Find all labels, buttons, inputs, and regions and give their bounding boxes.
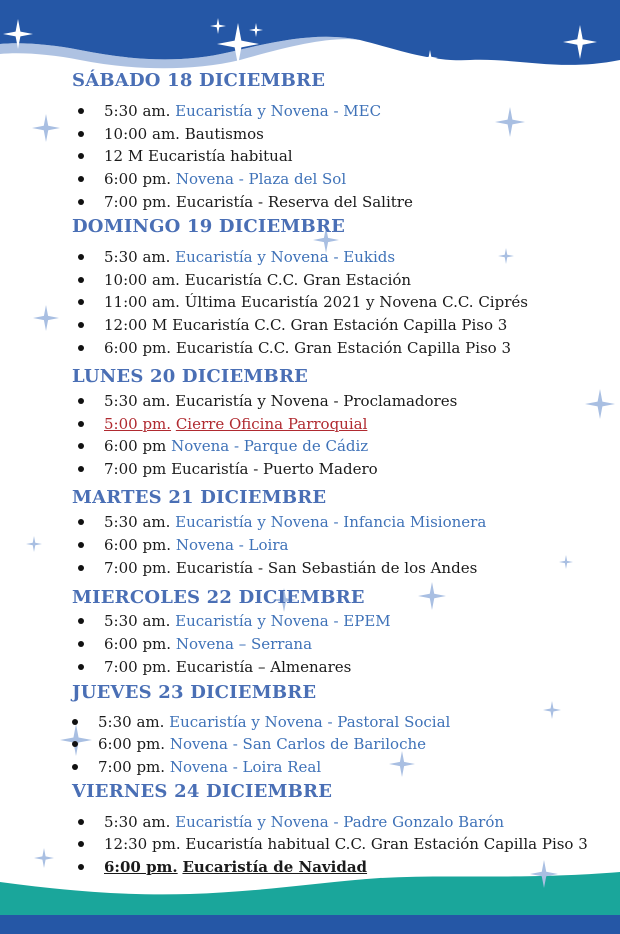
event-time: 6:00 pm	[104, 437, 167, 455]
bullet-icon	[78, 542, 84, 548]
event-text	[104, 656, 351, 678]
event-text	[104, 123, 264, 145]
bullet-icon	[78, 176, 84, 182]
bullet-icon	[78, 131, 84, 137]
event-text	[104, 314, 507, 336]
bullet-icon	[78, 199, 84, 205]
bullet-icon	[78, 841, 84, 847]
event-time: 5:00 pm.	[104, 415, 172, 433]
event-time: 10:00 am.	[104, 271, 180, 289]
bullet-icon	[72, 764, 78, 770]
event-text	[104, 390, 457, 412]
bullet-icon	[78, 641, 84, 647]
event-title: Eucaristía – Almenares	[175, 658, 352, 676]
event-time: 5:30 am.	[104, 513, 171, 531]
event-text	[104, 337, 511, 359]
event-title: Eucaristía y Novena - Infancia Misionera	[175, 513, 487, 531]
bullet-icon	[78, 421, 84, 427]
event-text	[104, 633, 312, 655]
event-time: 11:00 am.	[104, 293, 180, 311]
bullet-icon	[72, 741, 78, 747]
bullet-icon	[78, 565, 84, 571]
bullet-icon	[78, 345, 84, 351]
bullet-icon	[78, 108, 84, 114]
event-title: Eucaristía - Reserva del Salitre	[175, 193, 413, 211]
event-time: 5:30 am.	[104, 248, 171, 266]
event-title: Eucaristía de Navidad	[182, 858, 368, 876]
event-text	[104, 811, 504, 833]
event-title: Eucaristía y Novena - Eukids	[175, 248, 396, 266]
event-time: 6:00 pm.	[104, 339, 172, 357]
event-time: 5:30 am.	[104, 392, 171, 410]
day-heading: MIERCOLES 22 DICIEMBRE	[72, 587, 365, 608]
day-heading: SÁBADO 18 DICIEMBRE	[72, 70, 326, 91]
event-title: Eucaristía C.C. Gran Estación Capilla Piso 3	[172, 316, 508, 334]
event-title: Novena - Loira	[175, 536, 289, 554]
event-title: Eucaristía y Novena - Pastoral Social	[169, 713, 451, 731]
event-text	[104, 145, 293, 167]
event-title: Bautismos	[184, 125, 264, 143]
bullet-icon	[78, 254, 84, 260]
event-title: Novena - Parque de Cádiz	[171, 437, 369, 455]
bullet-icon	[78, 322, 84, 328]
bullet-icon	[78, 819, 84, 825]
event-time: 7:00 pm.	[104, 559, 172, 577]
event-text	[104, 833, 588, 855]
event-time: 7:00 pm.	[104, 658, 172, 676]
bullet-icon	[78, 398, 84, 404]
bullet-icon	[78, 466, 84, 472]
event-title: Eucaristía y Novena - Proclamadores	[175, 392, 458, 410]
event-text	[104, 246, 395, 268]
event-title: Eucaristía habitual C.C. Gran Estación Capilla Piso 3	[185, 835, 588, 853]
event-time: 12:00 M	[104, 316, 168, 334]
event-text	[104, 269, 411, 291]
bullet-icon	[78, 153, 84, 159]
event-title: Eucaristía C.C. Gran Estación	[184, 271, 412, 289]
event-text	[104, 435, 368, 457]
event-text	[104, 168, 346, 190]
event-time: 5:30 am.	[104, 813, 171, 831]
day-heading: LUNES 20 DICIEMBRE	[72, 366, 309, 387]
event-time: 12 M	[104, 147, 144, 165]
event-time: 12:30 pm.	[104, 835, 181, 853]
event-text	[98, 756, 321, 778]
event-text	[104, 413, 367, 435]
event-text	[104, 610, 391, 632]
event-time: 6:00 pm.	[104, 536, 172, 554]
bullet-icon	[72, 719, 78, 725]
event-time: 6:00 pm.	[98, 735, 166, 753]
event-time: 7:00 pm.	[104, 193, 172, 211]
event-title: Cierre Oficina Parroquial	[175, 415, 368, 433]
event-text	[104, 100, 381, 122]
bullet-icon	[78, 299, 84, 305]
bullet-icon	[78, 664, 84, 670]
bullet-icon	[78, 277, 84, 283]
event-time: 5:30 am.	[104, 102, 171, 120]
event-time: 6:00 pm.	[104, 635, 172, 653]
day-heading: DOMINGO 19 DICIEMBRE	[72, 216, 346, 237]
event-text	[104, 557, 477, 579]
bullet-icon	[78, 618, 84, 624]
day-heading: JUEVES 23 DICIEMBRE	[72, 682, 317, 703]
day-heading: MARTES 21 DICIEMBRE	[72, 487, 327, 508]
day-heading: VIERNES 24 DICIEMBRE	[72, 781, 333, 802]
event-time: 10:00 am.	[104, 125, 180, 143]
event-text	[98, 711, 450, 733]
event-text	[104, 458, 378, 480]
event-time: 5:30 am.	[98, 713, 165, 731]
event-title: Eucaristía C.C. Gran Estación Capilla Piso 3	[175, 339, 512, 357]
event-title: Eucaristía y Novena - EPEM	[175, 612, 391, 630]
event-title: Novena - Plaza del Sol	[175, 170, 347, 188]
event-title: Eucaristía y Novena - MEC	[175, 102, 382, 120]
event-title: Eucaristía habitual	[148, 147, 293, 165]
event-title: Eucaristía - San Sebastián de los Andes	[175, 559, 478, 577]
event-title: Novena - Loira Real	[169, 758, 322, 776]
event-title: Novena - San Carlos de Bariloche	[169, 735, 427, 753]
event-title: Eucaristía y Novena - Padre Gonzalo Barón	[175, 813, 505, 831]
event-text	[104, 511, 486, 533]
event-time: 5:30 am.	[104, 612, 171, 630]
bullet-icon	[78, 519, 84, 525]
event-text	[98, 733, 426, 755]
event-time: 6:00 pm.	[104, 170, 172, 188]
event-title: Última Eucaristía 2021 y Novena C.C. Ciprés	[184, 293, 528, 311]
event-time: 7:00 pm	[104, 460, 167, 478]
bullet-icon	[78, 443, 84, 449]
event-title: Eucaristía - Puerto Madero	[171, 460, 378, 478]
event-title: Novena – Serrana	[175, 635, 313, 653]
event-text	[104, 291, 528, 313]
event-time: 7:00 pm.	[98, 758, 166, 776]
event-text	[104, 191, 413, 213]
event-text	[104, 856, 367, 878]
event-time: 6:00 pm.	[104, 858, 178, 876]
bullet-icon	[78, 864, 84, 870]
event-text	[104, 534, 288, 556]
